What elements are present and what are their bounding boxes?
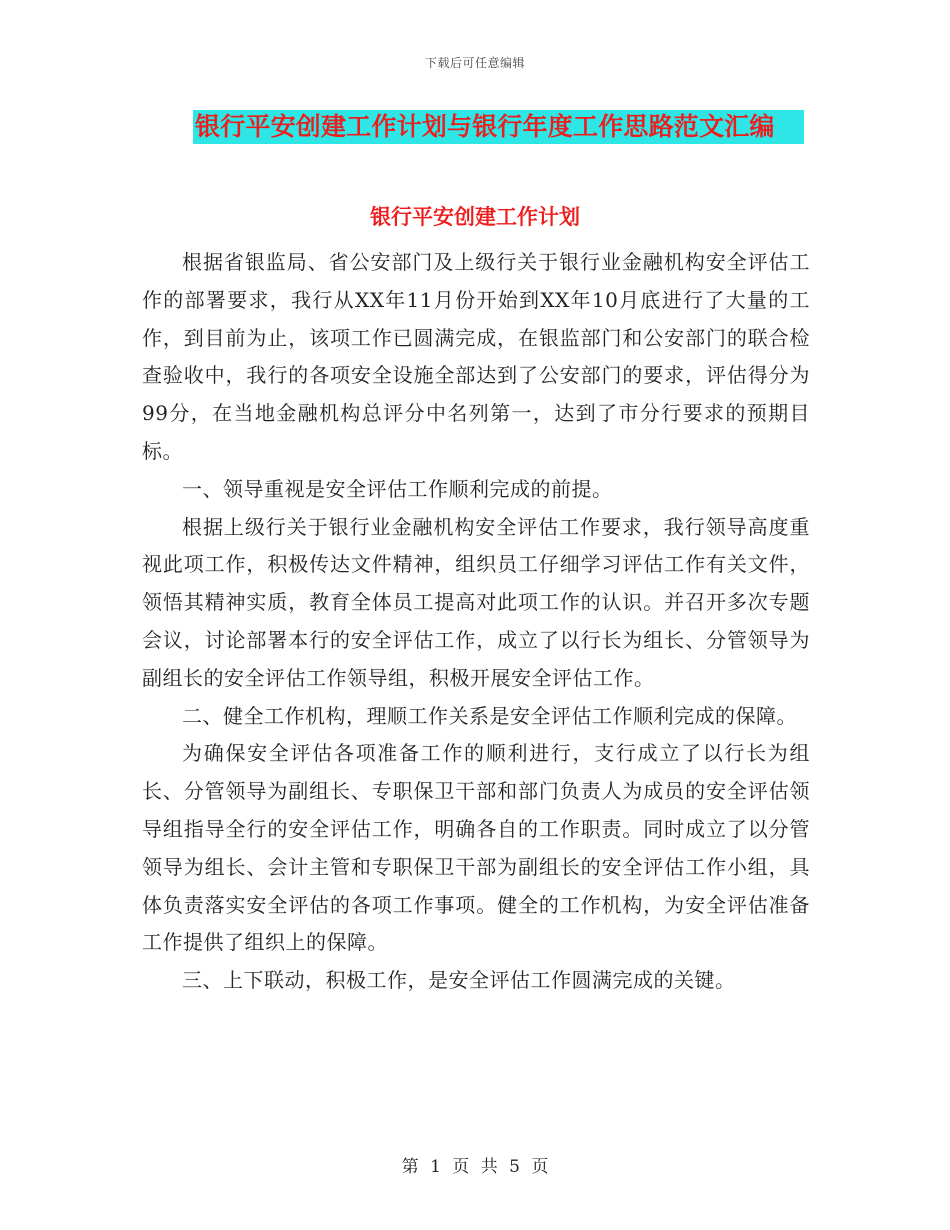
header-note: 下载后可任意编辑 [424, 56, 525, 70]
heading-point-3: 三、上下联动，积极工作，是安全评估工作圆满完成的关键。 [182, 968, 736, 993]
paragraph-point-1: 根据上级行关于银行业金融机构安全评估工作要求，我行领导高度重视此项工作，积极传达文件精神，组织员工仔细学习评估工作有关文件，领悟其精神实质，教育全体员工提高对此项工作的认识。并召开多次专题会议，讨论部署本行的安全评估工作，成立了以行长为组长、分管领导为副组长的安全评估工作领导组，积极开展安全评估工作。 [142, 514, 810, 690]
paragraph-point-2: 为确保安全评估各项准备工作的顺利进行，支行成立了以行长为组长、分管领导为副组长、专职保卫干部和部门负责人为成员的安全评估领导组指导全行的安全评估工作，明确各自的工作职责。同时成立了以分管领导为组长、会计主管和专职保卫干部为副组长的安全评估工作小组，具体负责落实安全评估的各项工作事项。健全的工作机构，为安全评估准备工作提供了组织上的保障。 [142, 741, 810, 955]
paragraph-intro: 根据省银监局、省公安部门及上级行关于银行业金融机构安全评估工作的部署要求，我行从XX年11月份开始到XX年10月底进行了大量的工作，到目前为止，该项工作已圆满完成，在银监部门和公安部门的联合检查验收中，我行的各项安全设施全部达到了公安部门的要求，评估得分为99分，在当地金融机构总评分中名列第一，达到了市分行要求的预期目标。 [142, 250, 810, 463]
heading-point-2: 二、健全工作机构，理顺工作关系是安全评估工作顺利完成的保障。 [182, 703, 797, 728]
document-body [142, 244, 810, 1000]
section-title: 银行平安创建工作计划 [370, 205, 580, 229]
heading-point-1: 一、领导重视是安全评估工作顺利完成的前提。 [182, 476, 613, 501]
page-number-footer: 第 1 页 共 5 页 [401, 1157, 549, 1177]
document-title: 银行平安创建工作计划与银行年度工作思路范文汇编 [193, 110, 804, 144]
